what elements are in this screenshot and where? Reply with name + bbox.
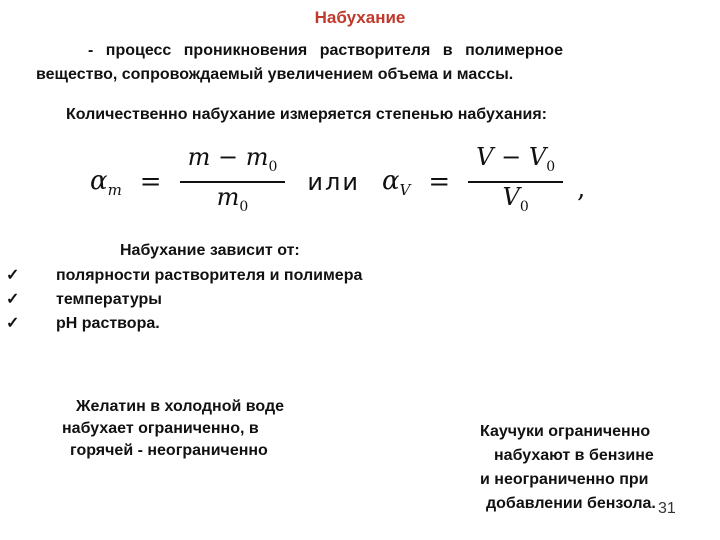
alpha-symbol: α [381, 165, 400, 196]
rubber-example [470, 420, 656, 516]
gelatin-line-2: набухает ограниченно, в [62, 420, 259, 437]
mass-fraction-denominator: $m_0$ [216, 183, 249, 215]
checkmark-icon: ✓ [6, 267, 20, 284]
swelling-formula [90, 143, 630, 215]
slide-title: Набухание [314, 8, 406, 27]
checkmark-icon: ✓ [6, 315, 20, 332]
alpha-m [90, 166, 122, 199]
rubber-line-3: и неограниченно при [480, 471, 649, 488]
gelatin-line-1: Желатин в холодной воде [76, 398, 284, 415]
list-item-text: pH раствора. [56, 315, 160, 332]
mass-fraction [180, 143, 286, 221]
gelatin-example [56, 396, 284, 462]
volume-fraction-numerator: $V - V_0$ [476, 143, 556, 175]
dependence-heading: Набухание зависит от: [120, 242, 300, 259]
rubber-line-2: набухают в бензине [494, 447, 654, 464]
checkmark-icon: ✓ [6, 291, 20, 308]
volume-fraction-denominator: $V_0$ [502, 183, 529, 215]
volume-fraction [468, 143, 563, 221]
definition-line-1: - процесс проникновения растворителя в полимерное [88, 42, 563, 59]
formula-comma: , [577, 174, 586, 204]
gelatin-line-3: горячей - неограниченно [70, 442, 268, 459]
mass-fraction-numerator: $m - m_0$ [187, 143, 278, 175]
subscript-v: V [399, 180, 411, 199]
alpha-symbol: α [90, 165, 108, 196]
equals-sign-2: = [428, 167, 451, 197]
rubber-line-4: добавлении бензола. [486, 495, 656, 512]
list-item-text: температуры [56, 291, 162, 308]
subscript-m: m [107, 180, 122, 199]
alpha-v [382, 166, 410, 199]
list-item-text: полярности растворителя и полимера [56, 267, 363, 284]
rubber-line-1: Каучуки ограниченно [480, 423, 651, 440]
definition-line-2: вещество, сопровождаемый увеличением объема и массы. [36, 66, 514, 83]
page-number: 31 [658, 500, 676, 517]
equals-sign-1: = [139, 167, 162, 197]
or-word: или [307, 168, 360, 196]
quantitative-statement: Количественно набухание измеряется степенью набухания: [66, 106, 547, 123]
